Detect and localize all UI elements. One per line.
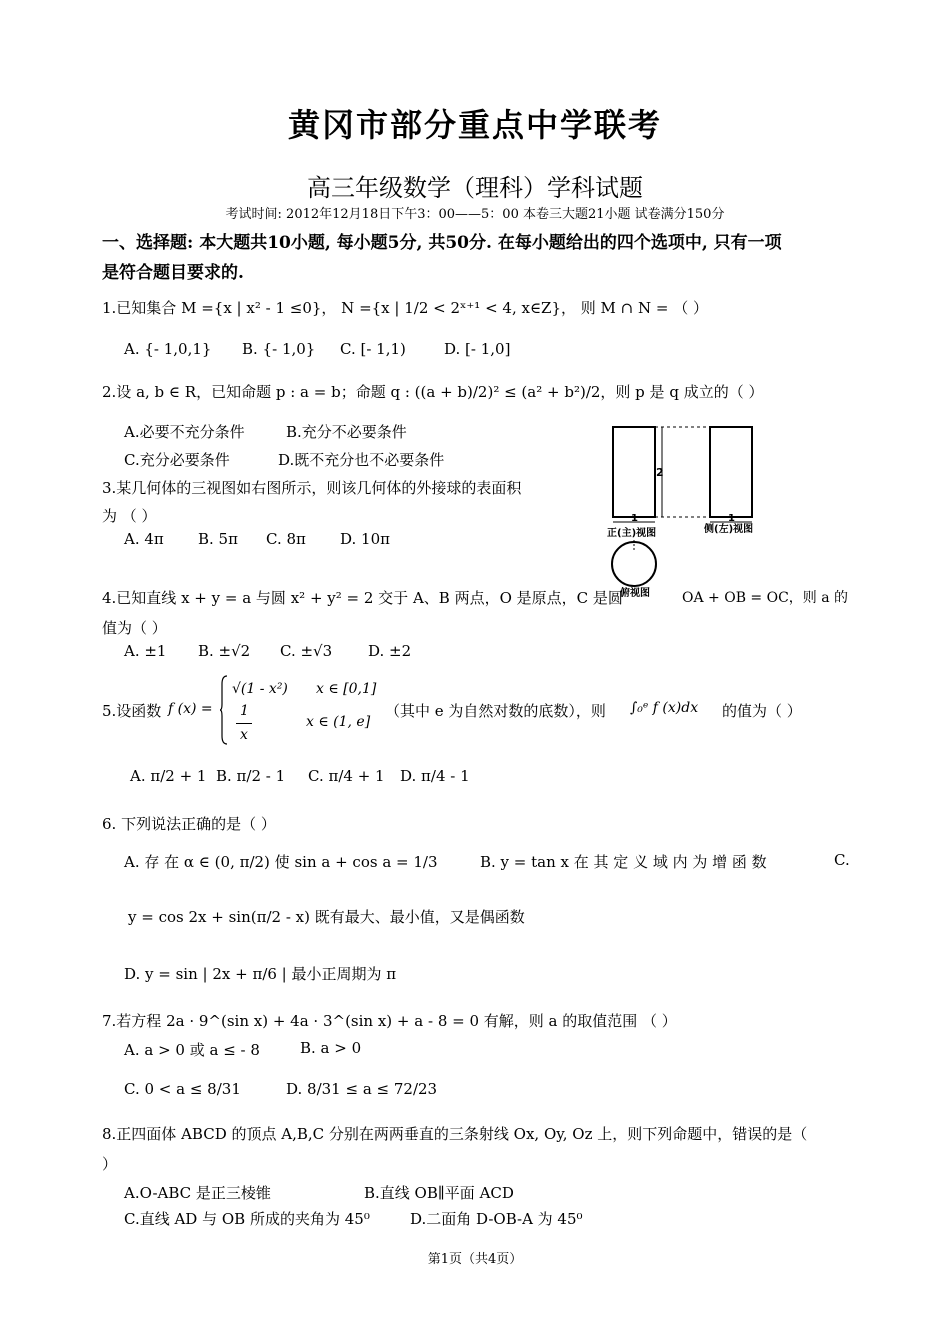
q6-stem: 6. 下列说法正确的是（ ） (102, 815, 276, 833)
dim-side-width: 1 (728, 513, 735, 524)
q5-case2-cond: x ∈ (1, e] (306, 714, 371, 730)
page-title: 黄冈市部分重点中学联考 (287, 106, 662, 144)
q7-stem: 7.若方程 2a · 9^(sin x) + 4a · 3^(sin x) + a - 8 = 0 有解，则 a 的取值范围 （ ） (102, 1012, 677, 1030)
q5-option-a: A. π/2 + 1 (130, 767, 207, 785)
q3-stem-line1: 3.某几何体的三视图如右图所示，则该几何体的外接球的表面积 (102, 479, 522, 497)
q4-option-d: D. ±2 (368, 642, 412, 660)
q3-option-c: C. 8π (266, 530, 306, 548)
top-view-label: 俯视图 (620, 588, 650, 599)
q2-option-b: B.充分不必要条件 (286, 423, 407, 441)
q1-option-d: D. [- 1,0] (444, 340, 511, 358)
q4-option-a: A. ±1 (124, 642, 167, 660)
q7-option-a: A. a > 0 或 a ≤ - 8 (124, 1041, 260, 1059)
dim-width: 1 (631, 513, 638, 524)
q5-case2-num: 1 (240, 703, 249, 719)
q8-option-d: D.二面角 D-OB-A 为 45⁰ (410, 1210, 583, 1228)
q8-option-a: A.O-ABC 是正三棱锥 (124, 1184, 271, 1202)
q2-stem: 2.设 a, b ∈ R，已知命题 p : a = b；命题 q : ((a + b)/2)² ≤ (a² + b²)/2，则 p 是 q 成立的（ ） (102, 383, 764, 401)
q6-option-c-label: C. (834, 851, 850, 869)
three-view-figure (600, 418, 770, 603)
q3-option-b: B. 5π (198, 530, 238, 548)
q5-stem-middle: （其中 e 为自然对数的底数），则 (385, 702, 606, 720)
front-view-label: 正(主)视图 (607, 528, 657, 539)
q1-stem: 1.已知集合 M ={x | x² - 1 ≤0}， N ={x | 1/2 < 2ˣ⁺¹ < 4, x∈Z}， 则 M ∩ N = （ ） (102, 299, 709, 317)
q2-option-a: A.必要不充分条件 (124, 423, 245, 441)
q5-case2-den: x (240, 727, 248, 743)
q4-stem-line1: 4.已知直线 x + y = a 与圆 x² + y² = 2 交于 A、B 两点，O 是原点，C 是圆 (102, 589, 623, 607)
q2-option-d: D.既不充分也不必要条件 (278, 451, 445, 469)
q3-stem-line2: 为 （ ） (102, 507, 157, 525)
q3-option-a: A. 4π (124, 530, 164, 548)
q5-option-b: B. π/2 - 1 (216, 767, 286, 785)
q6-option-a: A. 存 在 α ∈ (0, π/2) 使 sin a + cos a = 1/3 (124, 853, 438, 871)
q4-option-b: B. ±√2 (198, 642, 251, 660)
side-view-rect (710, 427, 752, 517)
q8-stem-line2: ） (102, 1155, 118, 1173)
q5-stem-suffix: 的值为（ ） (722, 702, 802, 720)
q5-option-d: D. π/4 - 1 (400, 767, 470, 785)
q7-option-b: B. a > 0 (300, 1039, 362, 1057)
page-footer: 第1页（共4页） (427, 1252, 523, 1267)
q5-case2-fraction-bar (236, 723, 252, 724)
q7-option-c: C. 0 < a ≤ 8/31 (124, 1080, 241, 1098)
q5-integral: ∫₀ᵉ f (x)dx (630, 700, 699, 716)
q5-option-c: C. π/4 + 1 (308, 767, 385, 785)
q5-fx: f (x) = (168, 701, 213, 717)
q4-stem-tail: OA + OB = OC，则 a 的 (682, 590, 849, 606)
q6-option-d: D. y = sin | 2x + π/6 | 最小正周期为 π (124, 965, 397, 983)
q4-stem-line2: 值为（ ） (102, 619, 167, 637)
q5-case1-expr: √(1 - x²) (232, 681, 288, 697)
q5-stem-prefix: 5.设函数 (102, 702, 162, 720)
section1-line1: 一、选择题: 本大题共10小题, 每小题5分, 共50分. 在每小题给出的四个选项中, 只有一项 (102, 233, 782, 253)
q5-case1-cond: x ∈ [0,1] (316, 681, 377, 697)
q1-option-b: B. {- 1,0} (242, 340, 316, 358)
q8-stem-line1: 8.正四面体 ABCD 的顶点 A,B,C 分别在两两垂直的三条射线 Ox, Oy, Oz 上，则下列命题中，错误的是（ (102, 1125, 808, 1143)
q6-option-c: y = cos 2x + sin(π/2 - x) 既有最大、最小值，又是偶函数 (128, 908, 525, 926)
q1-option-a: A. {- 1,0,1} (124, 340, 212, 358)
q8-option-b: B.直线 OB∥平面 ACD (364, 1184, 514, 1202)
q1-option-c: C. [- 1,1) (340, 340, 406, 358)
page-subtitle: 高三年级数学（理科）学科试题 (307, 174, 643, 202)
side-view-label: 侧(左)视图 (704, 524, 754, 535)
exam-info: 考试时间: 2012年12月18日下午3：00——5：00 本卷三大题21小题 试卷满分150分 (225, 207, 725, 222)
piecewise-brace (220, 674, 228, 746)
q2-option-c: C.充分必要条件 (124, 451, 230, 469)
dim-height: 2 (656, 466, 664, 479)
q6-option-b: B. y = tan x 在 其 定 义 域 内 为 增 函 数 (480, 853, 767, 871)
q8-option-c: C.直线 AD 与 OB 所成的夹角为 45⁰ (124, 1210, 370, 1228)
front-view-rect (613, 427, 655, 517)
q4-option-c: C. ±√3 (280, 642, 333, 660)
q7-option-d: D. 8/31 ≤ a ≤ 72/23 (286, 1080, 438, 1098)
q3-option-d: D. 10π (340, 530, 390, 548)
section1-line2: 是符合题目要求的. (102, 263, 244, 283)
